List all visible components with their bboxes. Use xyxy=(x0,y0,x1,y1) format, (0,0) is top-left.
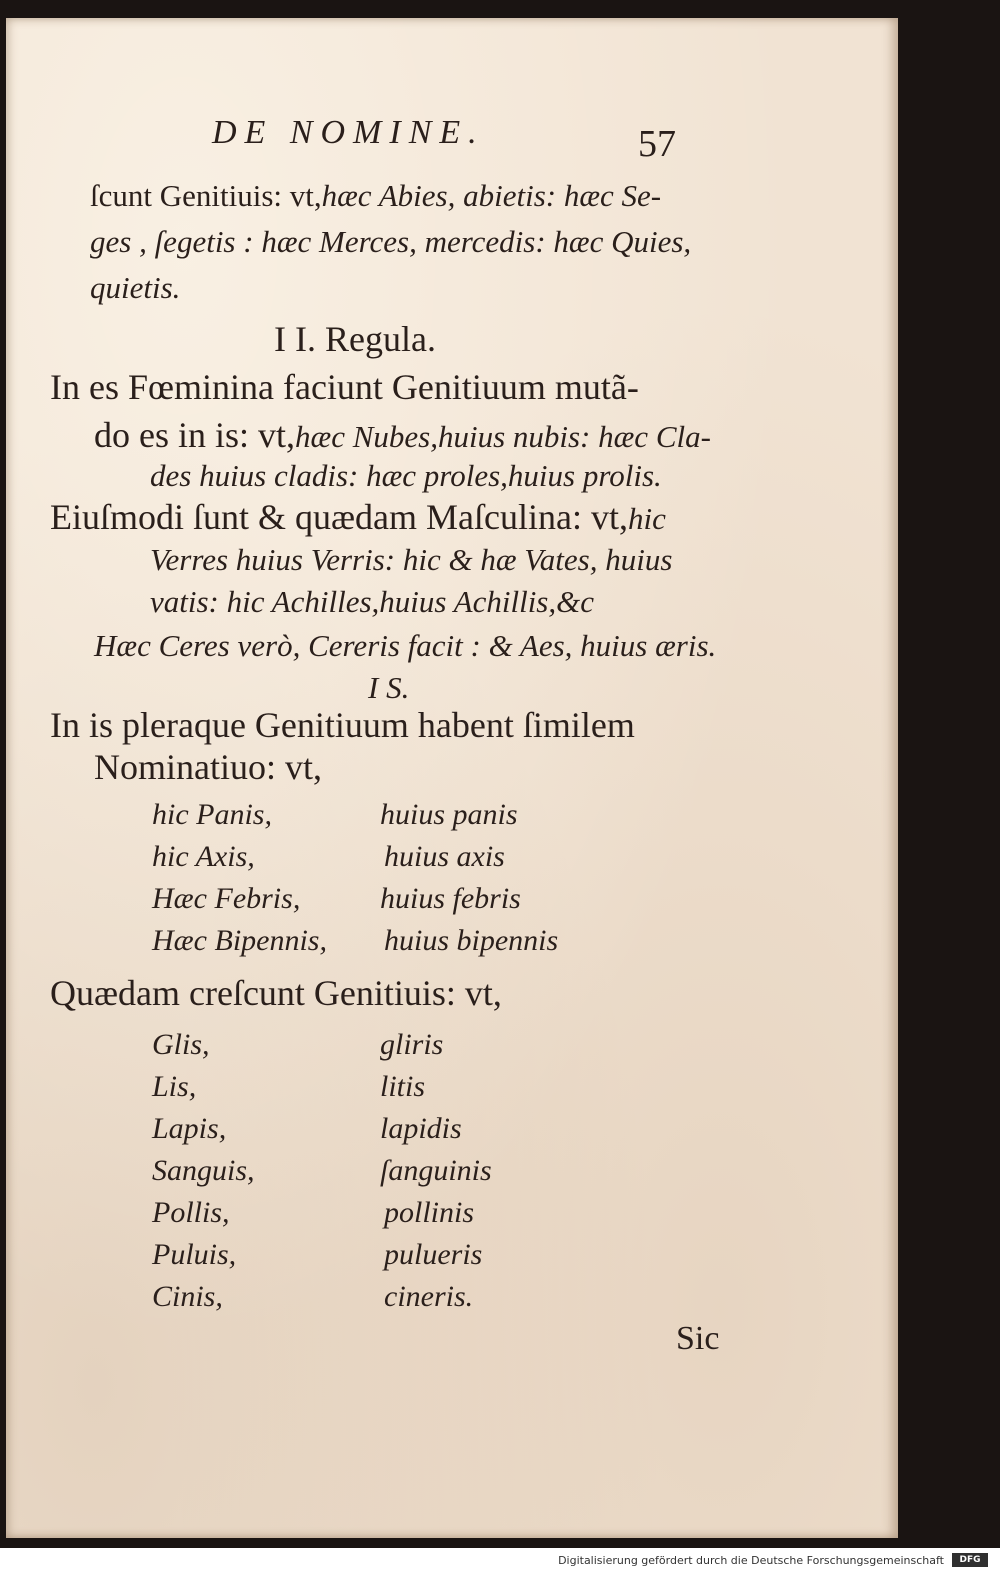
text-italic: hic xyxy=(627,501,666,536)
table2-row3-gen: lapidis xyxy=(380,1112,462,1145)
text-italic: hæc Nubes,huius nubis: hæc Cla- xyxy=(295,419,711,454)
text-line-12: Nominatiuo: vt, xyxy=(94,747,322,787)
table2-row7-gen: cineris. xyxy=(384,1280,474,1313)
table2-row5-gen: pollinis xyxy=(384,1196,475,1229)
text-roman: ſcunt Genitiuis: vt, xyxy=(90,178,322,213)
text-line-9: vatis: hic Achilles,huius Achillis,&c xyxy=(150,584,594,619)
text-line-6: des huius cladis: hæc proles,huius prolis. xyxy=(150,458,662,493)
table2-row2-nom: Lis, xyxy=(152,1070,197,1103)
dfg-logo: DFG xyxy=(952,1553,988,1567)
text-roman: Eiuſmodi ſunt & quædam Maſculina: vt, xyxy=(50,497,628,537)
text-line-1 xyxy=(90,178,661,214)
table2-row7-nom: Cinis, xyxy=(152,1280,223,1313)
table2-row5-nom: Pollis, xyxy=(152,1196,230,1229)
table2-row1-nom: Glis, xyxy=(152,1028,210,1061)
table2-row6-nom: Puluis, xyxy=(152,1238,237,1271)
table2-row1-gen: gliris xyxy=(380,1028,444,1061)
table1-row3-gen: huius febris xyxy=(380,882,521,915)
table2-row3-nom: Lapis, xyxy=(152,1112,227,1145)
text-roman: do es in is: vt, xyxy=(94,415,296,455)
page-number: 57 xyxy=(638,123,676,165)
table2-row4-nom: Sanguis, xyxy=(152,1154,255,1187)
running-head: DE NOMINE. xyxy=(212,114,485,151)
table1-row3-nom: Hæc Febris, xyxy=(152,882,301,915)
section-heading-regula: I I. Regula. xyxy=(274,319,436,359)
text-line-4: In es Fœminina faciunt Genitiuum mutã- xyxy=(50,367,639,407)
book-page xyxy=(6,18,898,1538)
footer-credit: Digitalisierung gefördert durch die Deutsche Forschungsgemeinschaft xyxy=(558,1554,944,1567)
table1-row1-gen: huius panis xyxy=(380,798,518,831)
text-line-8: Verres huius Verris: hic & hæ Vates, huius xyxy=(150,542,673,577)
text-line-13: Quædam creſcunt Genitiuis: vt, xyxy=(50,973,502,1013)
text-line-3: quietis. xyxy=(90,270,181,305)
section-heading-is: I S. xyxy=(368,670,410,705)
table1-row4-gen: huius bipennis xyxy=(384,924,559,957)
table2-row2-gen: litis xyxy=(380,1070,426,1103)
text-line-10: Hæc Ceres verò, Cereris facit : & Aes, huius æris. xyxy=(94,628,717,663)
catchword: Sic xyxy=(676,1320,720,1357)
table1-row2-gen: huius axis xyxy=(384,840,505,873)
text-line-2: ges , ſegetis : hæc Merces, mercedis: hæc Quies, xyxy=(90,224,692,259)
text-line-11: In is pleraque Genitiuum habent ſimilem xyxy=(50,705,635,745)
text-line-7 xyxy=(50,496,666,538)
table2-row6-gen: pulueris xyxy=(384,1238,483,1271)
table1-row2-nom: hic Axis, xyxy=(152,840,255,873)
text-italic: hæc Abies, abietis: hæc Se- xyxy=(321,178,662,213)
table1-row1-nom: hic Panis, xyxy=(152,798,272,831)
table1-row4-nom: Hæc Bipennis, xyxy=(152,924,327,957)
table2-row4-gen: ſanguinis xyxy=(380,1154,492,1187)
text-line-5 xyxy=(94,414,711,456)
